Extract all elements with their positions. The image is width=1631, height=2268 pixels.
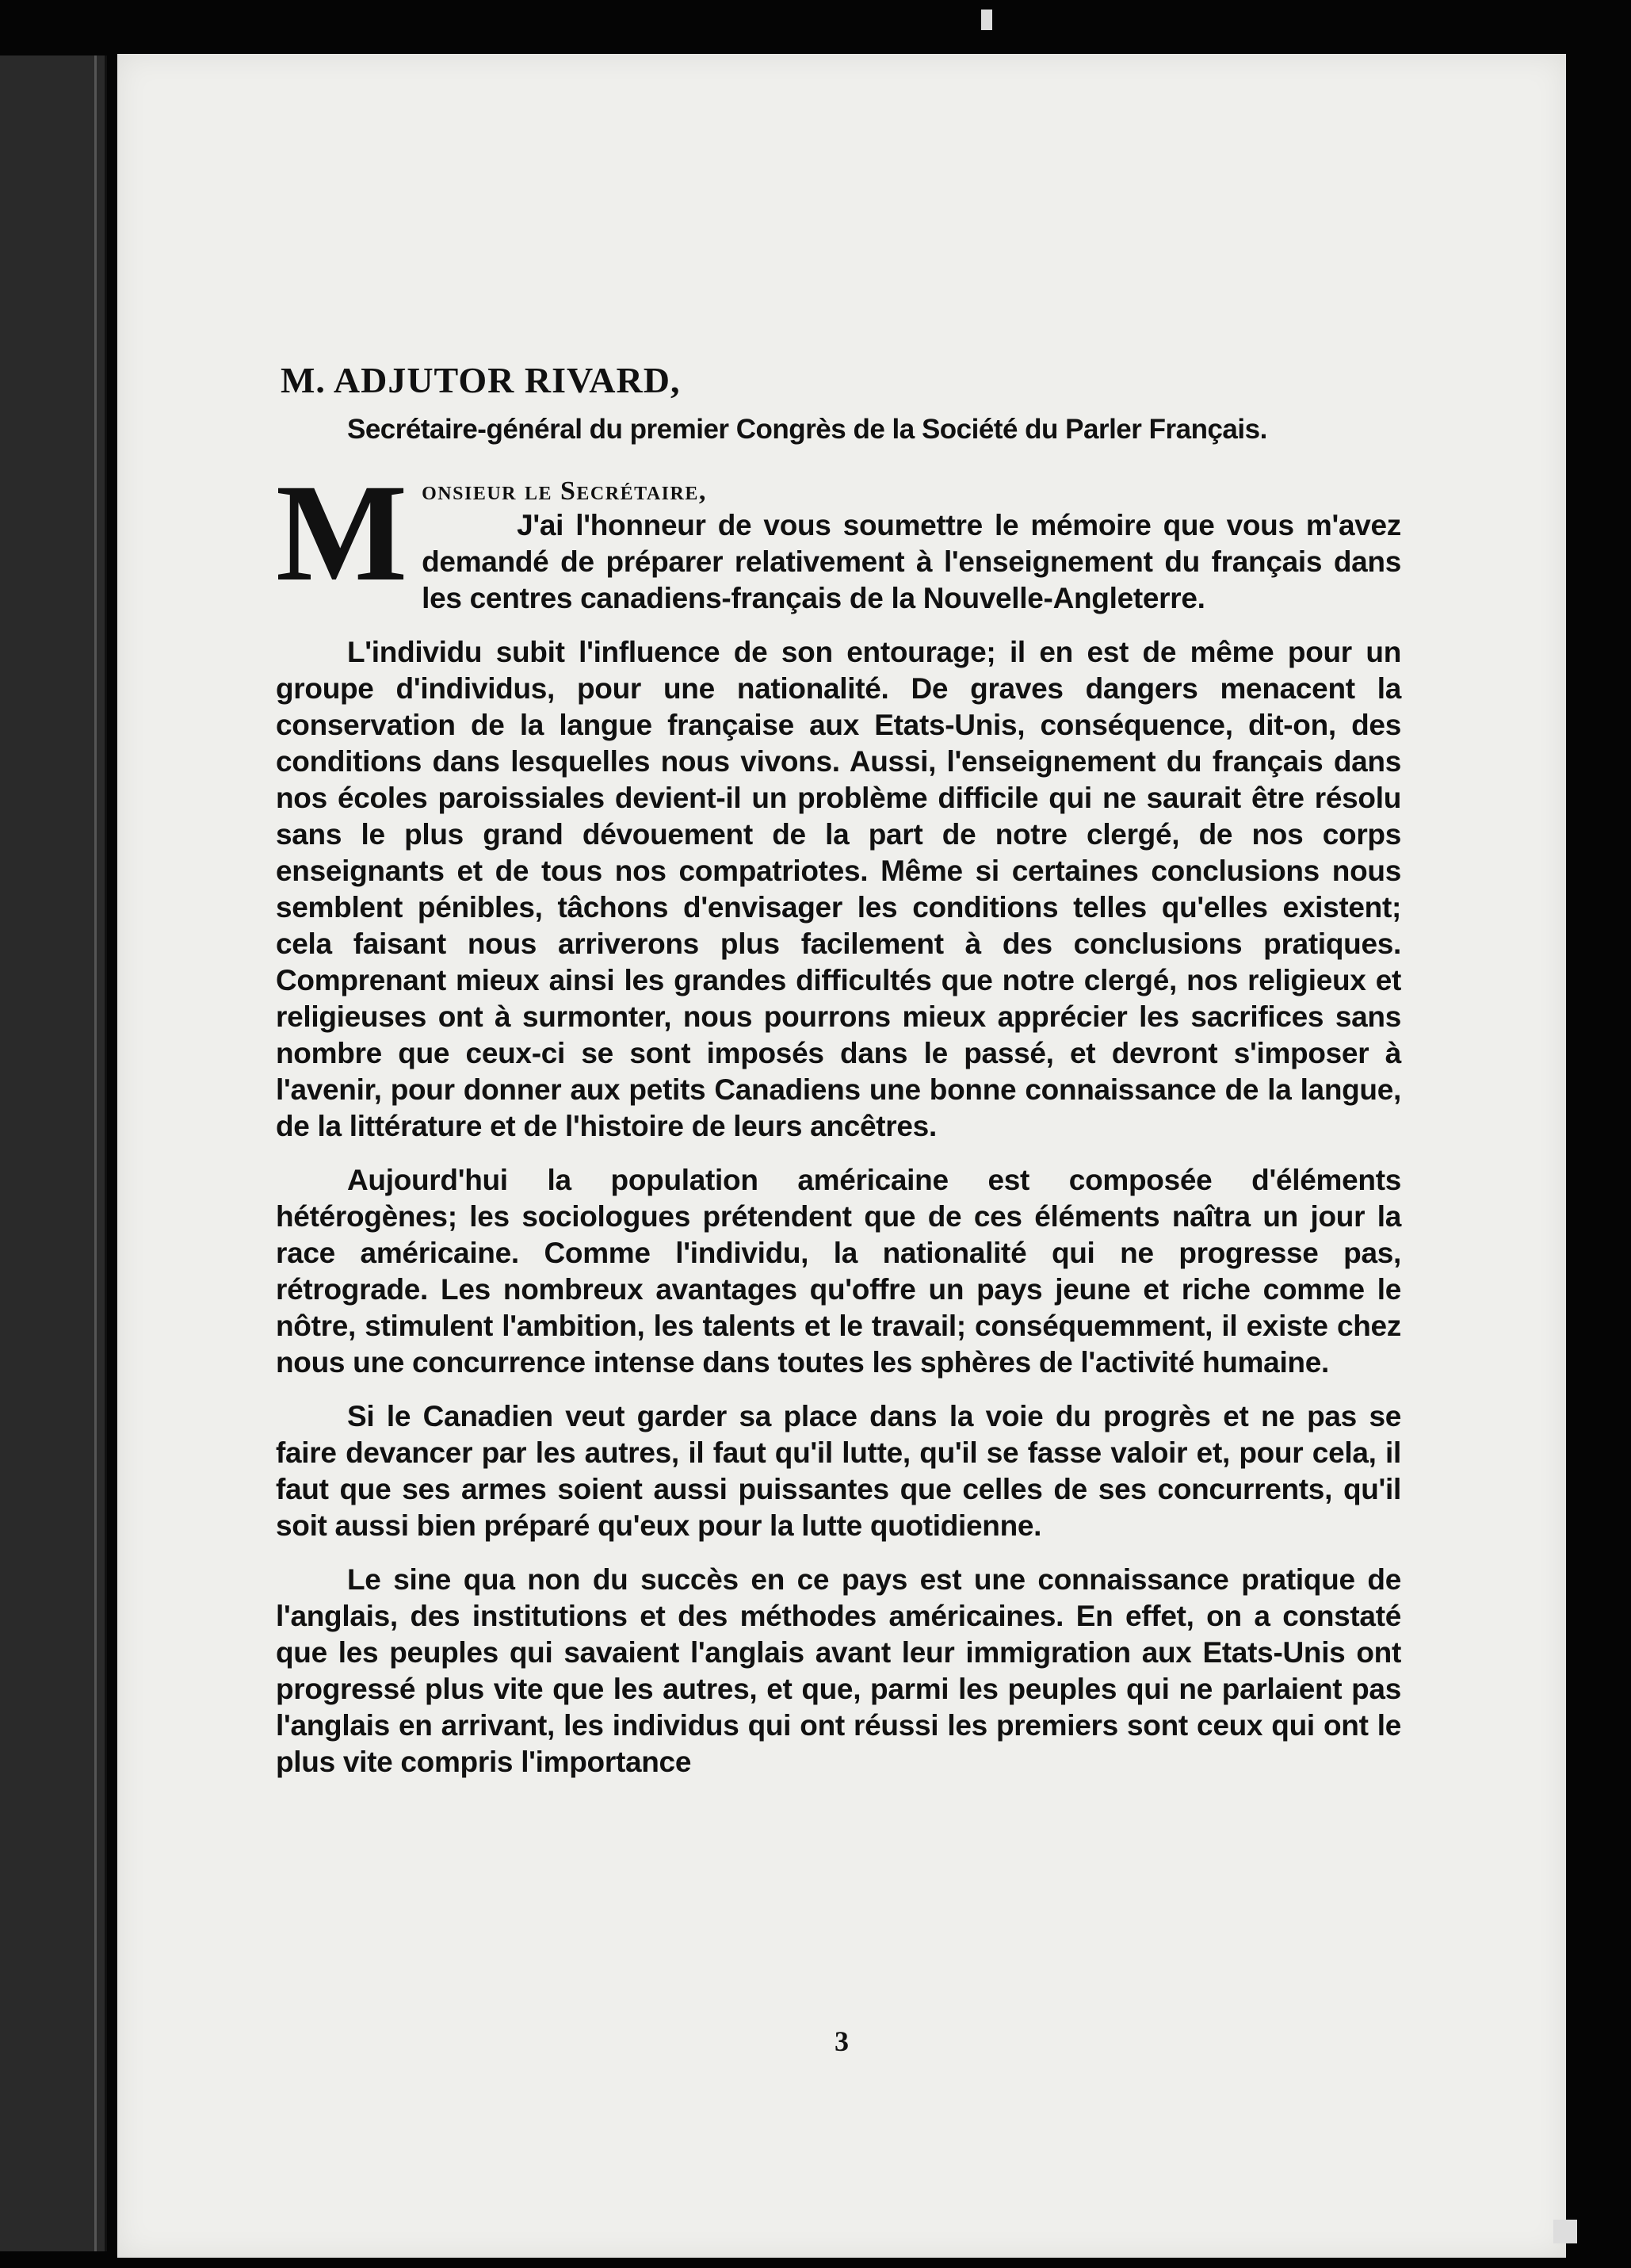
page-content bbox=[276, 359, 1401, 1798]
paragraph-5: Le sine qua non du succès en ce pays est une connaissance pratique de l'anglais, des institutions et des méthodes américaines. En effet, on a constaté que les peuples qui savaient l'anglais avant leur immigration aux Etats-Unis ont progressé plus vite que les autres, et que, parmi les peuples qui ne parlaient pas l'anglais en arrivant, les individus qui ont réussi les premiers sont ceux qui ont le plus vite compris l'importance bbox=[276, 1563, 1401, 1778]
paragraph-3: Aujourd'hui la population américaine est composée d'éléments hétérogènes; les sociologues prétendent que de ces éléments naîtra un jour la race américaine. Comme l'individu, la nationalité qui ne progresse pas, rétrograde. Les nombreux avantages qu'offre un pays jeune et riche comme le nôtre, stimulent l'ambition, les talents et le travail; conséquemment, il existe chez nous une concurrence intense dans toutes les sphères de l'activité humaine. bbox=[276, 1164, 1401, 1379]
scan-speck bbox=[981, 10, 992, 30]
paragraph-2: L'individu subit l'influence de son entourage; il en est de même pour un groupe d'individus, pour une nationalité. De graves dangers menacent la conservation de la langue française aux Etats-Unis, conséquence, dit-on, des conditions dans lesquelles nous vivons. Aussi, l'enseignement du français dans nos écoles paroissiales devient-il un problème difficile qui ne saurait être résolu sans le plus grand dévouement de la part de notre clergé, de nos corps enseignants et de tous nos compatriotes. Même si certaines conclusions nous semblent pénibles, tâchons d'envisager les conditions telles qu'elles existent; cela faisant nous arriverons plus facilement à des conclusions pratiques. Comprenant mieux ainsi les grandes difficultés que notre clergé, nos religieux et religieuses ont à surmonter, nous pourrons mieux apprécier les sacrifices sans nombre que ceux-ci se sont imposés dans le passé, et devront s'imposer à l'avenir, pour donner aux petits Canadiens une bonne connaissance de la langue, de la littérature et de l'histoire de leurs ancêtres. bbox=[276, 636, 1401, 1142]
salutation: onsieur le Secrétaire, bbox=[422, 476, 707, 506]
left-page-edge bbox=[0, 55, 107, 2251]
addressee-name: M. ADJUTOR RIVARD, bbox=[281, 360, 681, 400]
addressee-title: Secrétaire-général du premier Congrès de la Société du Parler Français. bbox=[347, 414, 1267, 445]
paragraph-4: Si le Canadien veut garder sa place dans la voie du progrès et ne pas se faire devancer par les autres, il faut qu'il lutte, qu'il se fasse valoir et, pour cela, il faut que ses armes soient aussi puissantes que celles de ses concurrents, qu'il soit aussi bien préparé qu'eux pour la lutte quotidienne. bbox=[276, 1400, 1401, 1542]
document-page bbox=[117, 54, 1566, 2258]
paragraph-1: J'ai l'honneur de vous soumettre le mémoire que vous m'avez demandé de préparer relativement à l'enseignement du français dans les centres canadiens-français de la Nouvelle-Angleterre. bbox=[422, 509, 1401, 614]
page-number: 3 bbox=[835, 2025, 849, 2057]
salutation-block bbox=[276, 456, 1401, 617]
scan-speck bbox=[1553, 2220, 1577, 2243]
drop-cap: M bbox=[276, 456, 408, 610]
